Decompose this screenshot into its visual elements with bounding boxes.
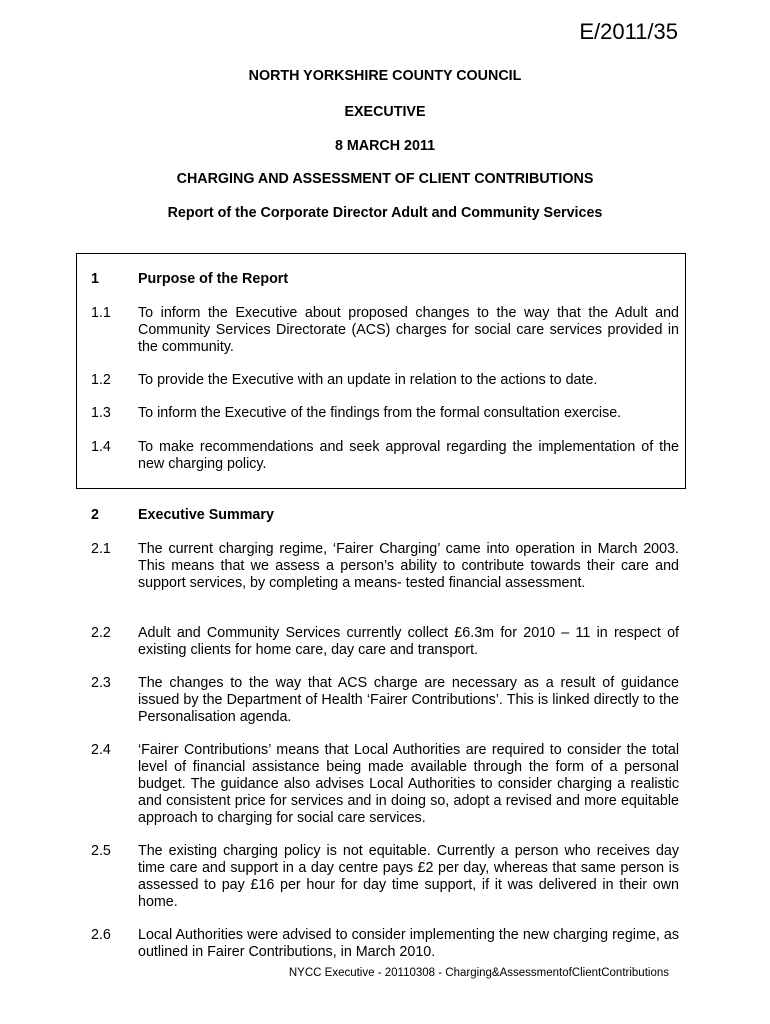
page-footer: NYCC Executive - 20110308 - Charging&AssessmentofClientContributions bbox=[288, 967, 669, 979]
item-2-1-text: The current charging regime, ‘Fairer Charging’ came into operation in March 2003. This means that we assess a person’s ability to contribute towards their care and support services, by completing a means- tested financial assessment. bbox=[138, 541, 679, 591]
item-1-1-text: To inform the Executive about proposed changes to the way that the Adult and Community Services Directorate (ACS) charges for social care services provided in the community. bbox=[138, 305, 679, 355]
meeting-date: 8 MARCH 2011 bbox=[334, 138, 436, 154]
item-2-5-number: 2.5 bbox=[91, 843, 111, 859]
item-1-4-number: 1.4 bbox=[91, 439, 111, 455]
item-1-2-number: 1.2 bbox=[91, 372, 111, 388]
item-2-6-number: 2.6 bbox=[91, 927, 111, 943]
document-reference: E/2011/35 bbox=[579, 19, 678, 44]
item-2-4-text: ‘Fairer Contributions’ means that Local Authorities are required to consider the total level of financial assistance being made available through the form of a personal budget. The guidance also advises Local Authorities to consider charging a realistic and consistent price for services and in doing so, adopt a revised and more equitable approach to charging for social care services. bbox=[138, 742, 679, 826]
item-1-3-text: To inform the Executive of the findings from the formal consultation exercise. bbox=[138, 405, 622, 421]
item-1-1-number: 1.1 bbox=[91, 305, 111, 321]
item-2-2-number: 2.2 bbox=[91, 625, 111, 641]
report-title: CHARGING AND ASSESSMENT OF CLIENT CONTRIBUTIONS bbox=[176, 171, 594, 187]
section-1-number: 1 bbox=[91, 271, 99, 287]
item-2-5-text: The existing charging policy is not equitable. Currently a person who receives day time care and support in a day centre pays £2 per day, whereas that same person is assessed to pay £16 per hour for day time support, if it was delivered in their own home. bbox=[138, 843, 679, 910]
section-2-heading: Executive Summary bbox=[138, 507, 274, 523]
item-2-4-number: 2.4 bbox=[91, 742, 111, 758]
section-2-number: 2 bbox=[91, 507, 99, 523]
item-1-2-text: To provide the Executive with an update in relation to the actions to date. bbox=[138, 372, 598, 388]
council-name: NORTH YORKSHIRE COUNTY COUNCIL bbox=[248, 68, 522, 84]
item-2-3-text: The changes to the way that ACS charge are necessary as a result of guidance issued by the Department of Health ‘Fairer Contributions’. This is linked directly to the Personalisation agenda. bbox=[138, 675, 679, 725]
item-1-4-text: To make recommendations and seek approval regarding the implementation of the new charging policy. bbox=[138, 439, 679, 472]
section-1-heading: Purpose of the Report bbox=[138, 271, 289, 287]
item-2-3-number: 2.3 bbox=[91, 675, 111, 691]
report-subtitle: Report of the Corporate Director Adult and Community Services bbox=[167, 205, 603, 221]
item-1-3-number: 1.3 bbox=[91, 405, 111, 421]
item-2-1-number: 2.1 bbox=[91, 541, 111, 557]
item-2-2-text: Adult and Community Services currently collect £6.3m for 2010 – 11 in respect of existing clients for home care, day care and transport. bbox=[138, 625, 679, 658]
item-2-6-text: Local Authorities were advised to consider implementing the new charging regime, as outlined in Fairer Contributions, in March 2010. bbox=[138, 927, 679, 960]
meeting-name: EXECUTIVE bbox=[344, 104, 426, 120]
